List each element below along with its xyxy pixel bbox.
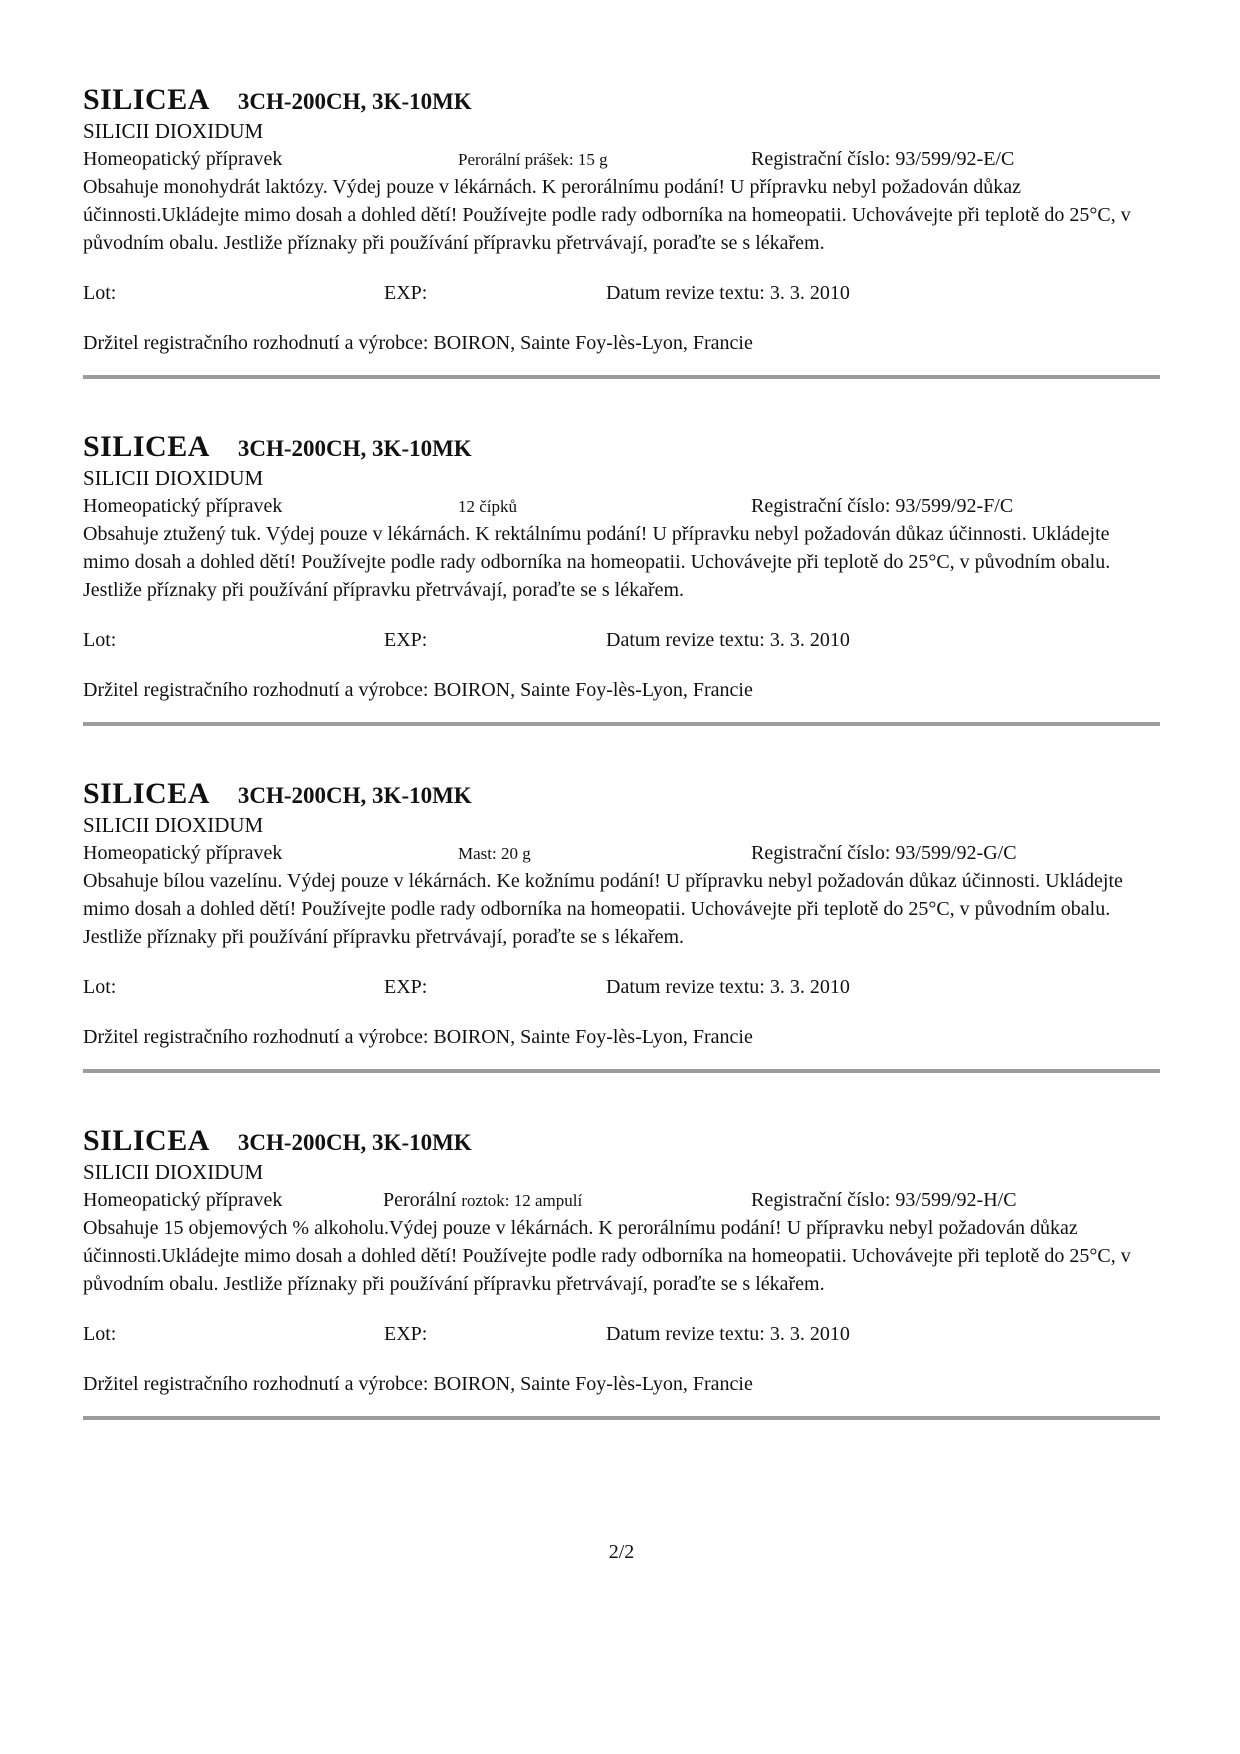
section-title — [83, 1125, 1160, 1159]
registration-number: Registrační číslo: 93/599/92-H/C — [751, 1189, 1017, 1211]
exp-label: EXP: — [384, 282, 428, 304]
registration-holder: Držitel registračního rozhodnutí a výrobce: BOIRON, Sainte Foy-lès-Lyon, Francie — [83, 1373, 753, 1395]
detail-line — [83, 492, 1160, 520]
product-info-text: Obsahuje monohydrát laktózy. Výdej pouze v lékárnách. K perorálnímu podání! U přípravku nebyl požadován důkaz účinnosti.Ukládejte mimo dosah a dohled dětí! Používejte podle rady odborníka na homeopatii. Uchovávejte při teplotě do 25°C, v původním obalu. Jestliže příznaky při používání přípravku přetrvávají, poraďte se s lékařem. — [83, 176, 1131, 254]
registration-number: Registrační číslo: 93/599/92-G/C — [751, 842, 1017, 864]
revision-date: Datum revize textu: 3. 3. 2010 — [606, 1323, 850, 1345]
section-divider — [83, 375, 1160, 379]
section-title — [83, 778, 1160, 812]
product-type-label: Homeopatický přípravek — [83, 1189, 283, 1211]
drug-potency: 3CH-200CH, 3K-10MK — [237, 783, 472, 808]
dosage-form — [458, 492, 517, 521]
drug-potency: 3CH-200CH, 3K-10MK — [237, 436, 472, 461]
drug-name: SILICEA — [83, 777, 210, 810]
substance-name: SILICII DIOXIDUM — [83, 813, 264, 837]
dosage-form — [458, 839, 531, 868]
product-section-4 — [83, 1125, 1160, 1420]
revision-date: Datum revize textu: 3. 3. 2010 — [606, 976, 850, 998]
lot-label: Lot: — [83, 629, 117, 651]
product-type-label: Homeopatický přípravek — [83, 148, 283, 170]
drug-name: SILICEA — [83, 83, 210, 116]
dosage-form-detail: 12 čípků — [458, 497, 518, 516]
page-number: 2/2 — [608, 1541, 635, 1563]
substance-name: SILICII DIOXIDUM — [83, 466, 264, 490]
product-section-2 — [83, 431, 1160, 726]
detail-line — [83, 1186, 1160, 1214]
drug-potency: 3CH-200CH, 3K-10MK — [237, 1130, 472, 1155]
revision-date: Datum revize textu: 3. 3. 2010 — [606, 282, 850, 304]
section-divider — [83, 1069, 1160, 1073]
product-section-3 — [83, 778, 1160, 1073]
registration-holder: Držitel registračního rozhodnutí a výrobce: BOIRON, Sainte Foy-lès-Lyon, Francie — [83, 1026, 753, 1048]
detail-line — [83, 145, 1160, 173]
product-info-text: Obsahuje 15 objemových % alkoholu.Výdej pouze v lékárnách. K perorálnímu podání! U přípravku nebyl požadován důkaz účinnosti.Ukládejte mimo dosah a dohled dětí! Používejte podle rady odborníka na homeopatii. Uchovávejte při teplotě do 25°C, v původním obalu. Jestliže příznaky při používání přípravku přetrvávají, poraďte se s lékařem. — [83, 1217, 1131, 1295]
product-type-label: Homeopatický přípravek — [83, 842, 283, 864]
lot-label: Lot: — [83, 1323, 117, 1345]
section-title — [83, 84, 1160, 118]
lot-exp-line — [83, 1320, 1160, 1348]
lot-exp-line — [83, 626, 1160, 654]
exp-label: EXP: — [384, 629, 428, 651]
product-info-text: Obsahuje ztužený tuk. Výdej pouze v lékárnách. K rektálnímu podání! U přípravku nebyl požadován důkaz účinnosti. Ukládejte mimo dosah a dohled dětí! Používejte podle rady odborníka na homeopatii. Uchovávejte při teplotě do 25°C, v původním obalu. Jestliže příznaky při používání přípravku přetrvávají, poraďte se s lékařem. — [83, 523, 1111, 601]
dosage-form-detail: roztok: 12 ampulí — [461, 1191, 583, 1210]
exp-label: EXP: — [384, 1323, 428, 1345]
registration-number: Registrační číslo: 93/599/92-E/C — [751, 148, 1015, 170]
lot-exp-line — [83, 279, 1160, 307]
drug-name: SILICEA — [83, 1124, 210, 1157]
registration-holder: Držitel registračního rozhodnutí a výrobce: BOIRON, Sainte Foy-lès-Lyon, Francie — [83, 679, 753, 701]
exp-label: EXP: — [384, 976, 428, 998]
dosage-form-detail: Mast: 20 g — [458, 844, 531, 863]
section-divider — [83, 722, 1160, 726]
product-info-text: Obsahuje bílou vazelínu. Výdej pouze v lékárnách. Ke kožnímu podání! U přípravku nebyl požadován důkaz účinnosti. Ukládejte mimo dosah a dohled dětí! Používejte podle rady odborníka na homeopatii. Uchovávejte při teplotě do 25°C, v původním obalu. Jestliže příznaky při používání přípravku přetrvávají, poraďte se s lékařem. — [83, 870, 1123, 948]
product-section-1 — [83, 84, 1160, 379]
registration-holder: Držitel registračního rozhodnutí a výrobce: BOIRON, Sainte Foy-lès-Lyon, Francie — [83, 332, 753, 354]
revision-date: Datum revize textu: 3. 3. 2010 — [606, 629, 850, 651]
product-type-label: Homeopatický přípravek — [83, 495, 283, 517]
lot-label: Lot: — [83, 976, 117, 998]
dosage-form — [458, 145, 608, 174]
lot-label: Lot: — [83, 282, 117, 304]
dosage-form-detail: Perorální prášek: 15 g — [458, 150, 608, 169]
drug-name: SILICEA — [83, 430, 210, 463]
dosage-form — [383, 1186, 582, 1215]
section-divider — [83, 1416, 1160, 1420]
section-title — [83, 431, 1160, 465]
substance-name: SILICII DIOXIDUM — [83, 119, 264, 143]
registration-number: Registrační číslo: 93/599/92-F/C — [751, 495, 1014, 517]
drug-potency: 3CH-200CH, 3K-10MK — [237, 89, 472, 114]
detail-line — [83, 839, 1160, 867]
dosage-form-prefix: Perorální — [383, 1189, 462, 1211]
substance-name: SILICII DIOXIDUM — [83, 1160, 264, 1184]
lot-exp-line — [83, 973, 1160, 1001]
